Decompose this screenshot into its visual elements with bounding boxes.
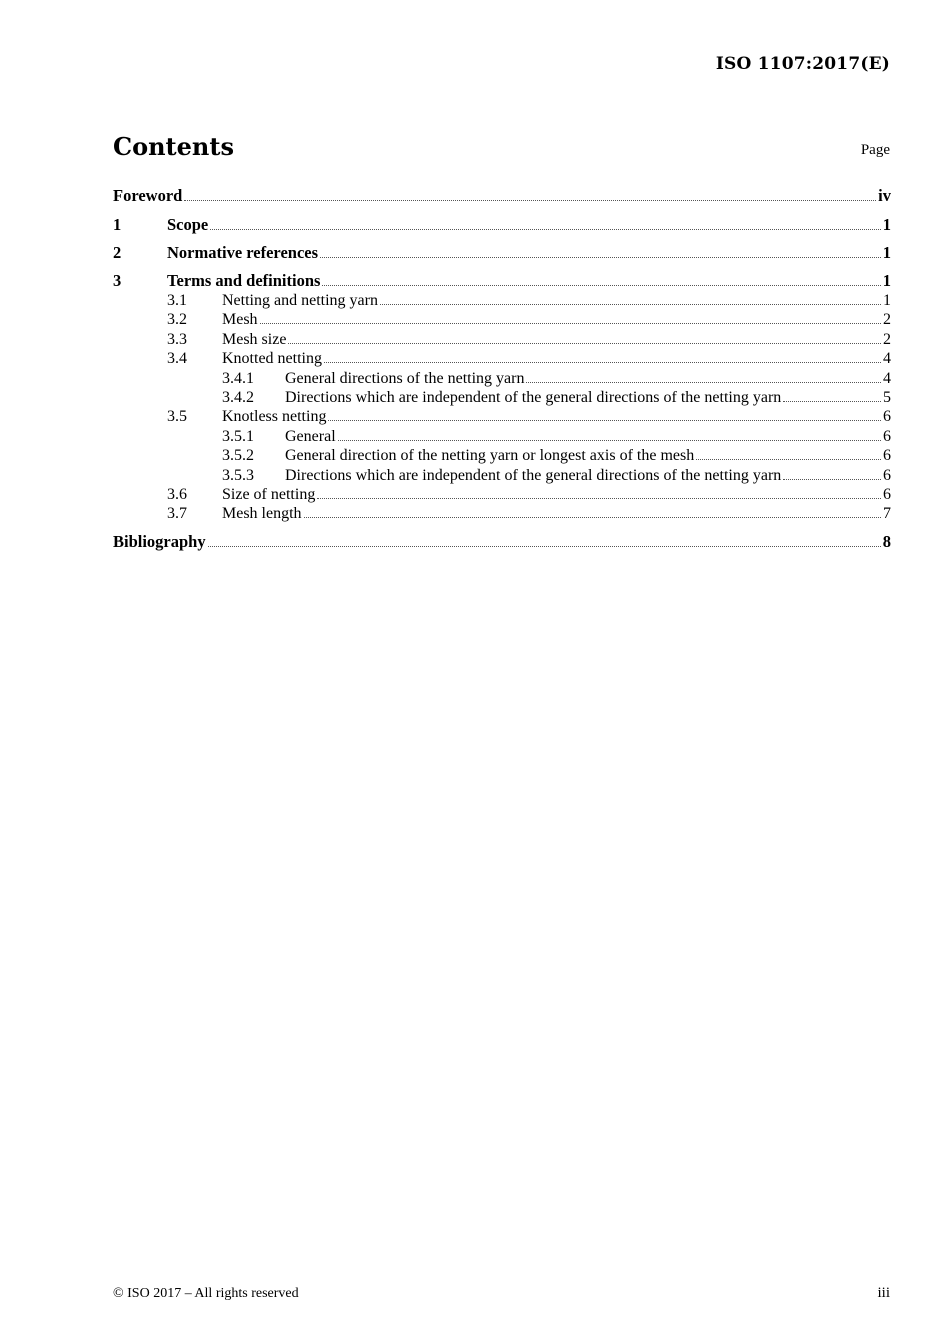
toc-entry-title: Directions which are independent of the general directions of the netting yarn — [285, 388, 782, 406]
toc-entry-page: 1 — [883, 292, 891, 309]
toc-entry-number: 2 — [113, 243, 122, 262]
dot-leader — [304, 516, 881, 518]
toc-entry-number: 3.2 — [167, 311, 187, 329]
toc-entry-title: Normative references — [167, 243, 319, 262]
toc-entry-title: Bibliography — [113, 531, 206, 551]
toc-entry-page: 2 — [883, 330, 891, 348]
toc-entry-3-7[interactable] — [113, 504, 891, 523]
toc-entry-page: 7 — [883, 505, 891, 523]
toc-entry-number: 3.5.1 — [222, 427, 254, 445]
toc-entry-3-5[interactable] — [113, 407, 891, 426]
toc-entry-title: Mesh length — [222, 505, 302, 523]
toc-entry-number: 3.6 — [167, 485, 187, 503]
toc-entry-foreword[interactable] — [113, 186, 891, 215]
toc-entry-number: 3.5.2 — [222, 447, 254, 465]
toc-entry-number: 3.4 — [167, 350, 187, 368]
toc-entry-page: 2 — [883, 311, 891, 329]
toc-entry-title: Terms and definitions — [167, 271, 321, 290]
toc-entry-title: Scope — [167, 215, 209, 234]
toc-entry-page: 1 — [882, 271, 891, 290]
toc-entry-title: General — [285, 427, 336, 445]
dot-leader — [324, 361, 881, 363]
toc-entry-number: 3.3 — [167, 330, 187, 348]
toc-entry-3-5-3[interactable] — [113, 466, 891, 485]
toc-entry-title: Knotted netting — [222, 350, 322, 368]
toc-entry-page: iv — [878, 186, 891, 205]
toc-entry-3-5-2[interactable] — [113, 446, 891, 465]
toc-entry-page: 6 — [883, 466, 891, 484]
page-number: iii — [877, 1285, 890, 1301]
toc-entry-title: Size of netting — [222, 485, 316, 503]
dot-leader — [210, 228, 881, 230]
toc-entry-number: 3.5 — [167, 408, 187, 426]
toc-entry-terms-and-definitions[interactable] — [113, 271, 891, 291]
toc-entry-page: 6 — [883, 427, 891, 445]
dot-leader — [783, 400, 881, 402]
page-column-label: Page — [860, 142, 890, 158]
document-id-header: ISO 1107:2017(E) — [715, 54, 890, 74]
toc-entry-title: Netting and netting yarn — [222, 292, 378, 309]
toc-entry-3-4-1[interactable] — [113, 369, 891, 388]
toc-entry-number: 3 — [113, 271, 122, 290]
toc-entry-page: 1 — [882, 215, 891, 234]
dot-leader — [328, 419, 881, 421]
toc-entry-page: 4 — [883, 350, 891, 368]
table-of-contents — [113, 186, 891, 560]
dot-leader — [184, 199, 876, 201]
toc-entry-3-4[interactable] — [113, 349, 891, 368]
toc-entry-page: 6 — [883, 408, 891, 426]
dot-leader — [338, 439, 881, 441]
toc-entry-3-3[interactable] — [113, 330, 891, 349]
dot-leader — [526, 381, 881, 383]
toc-entry-number: 3.1 — [167, 292, 187, 309]
toc-entry-title: Knotless netting — [222, 408, 327, 426]
contents-heading: Contents — [113, 132, 234, 161]
toc-entry-title: Mesh — [222, 311, 258, 329]
dot-leader — [783, 478, 881, 480]
toc-entry-bibliography[interactable] — [113, 532, 891, 560]
toc-entry-scope[interactable] — [113, 215, 891, 243]
toc-entry-normative-references[interactable] — [113, 243, 891, 271]
dot-leader — [208, 545, 881, 547]
dot-leader — [288, 342, 881, 344]
dot-leader — [260, 322, 881, 324]
toc-entry-title: Directions which are independent of the general directions of the netting yarn — [285, 466, 782, 484]
toc-entry-3-2[interactable] — [113, 310, 891, 329]
toc-entry-page: 5 — [883, 388, 891, 406]
toc-entry-3-1[interactable] — [113, 291, 891, 310]
toc-entry-page: 6 — [883, 485, 891, 503]
copyright-notice: © ISO 2017 – All rights reserved — [113, 1286, 299, 1301]
toc-entry-number: 1 — [113, 215, 122, 234]
toc-entry-number: 3.5.3 — [222, 466, 254, 484]
toc-entry-page: 6 — [883, 447, 891, 465]
toc-entry-3-6[interactable] — [113, 485, 891, 504]
toc-entry-page: 4 — [883, 369, 891, 387]
toc-entry-title: Mesh size — [222, 330, 287, 348]
toc-entry-3-5-1[interactable] — [113, 427, 891, 446]
toc-entry-number: 3.4.2 — [222, 388, 254, 406]
dot-leader — [380, 303, 881, 305]
toc-entry-number: 3.4.1 — [222, 369, 254, 387]
dot-leader — [320, 256, 881, 258]
toc-entry-title: General directions of the netting yarn — [285, 369, 525, 387]
toc-entry-number: 3.7 — [167, 505, 187, 523]
toc-entry-title: General direction of the netting yarn or longest axis of the mesh — [285, 447, 695, 465]
dot-leader — [322, 284, 880, 286]
toc-entry-page: 1 — [882, 243, 891, 262]
toc-entry-page: 8 — [882, 531, 891, 551]
dot-leader — [317, 497, 881, 499]
toc-entry-3-4-2[interactable] — [113, 388, 891, 407]
toc-entry-title: Foreword — [113, 186, 183, 205]
dot-leader — [696, 458, 881, 460]
